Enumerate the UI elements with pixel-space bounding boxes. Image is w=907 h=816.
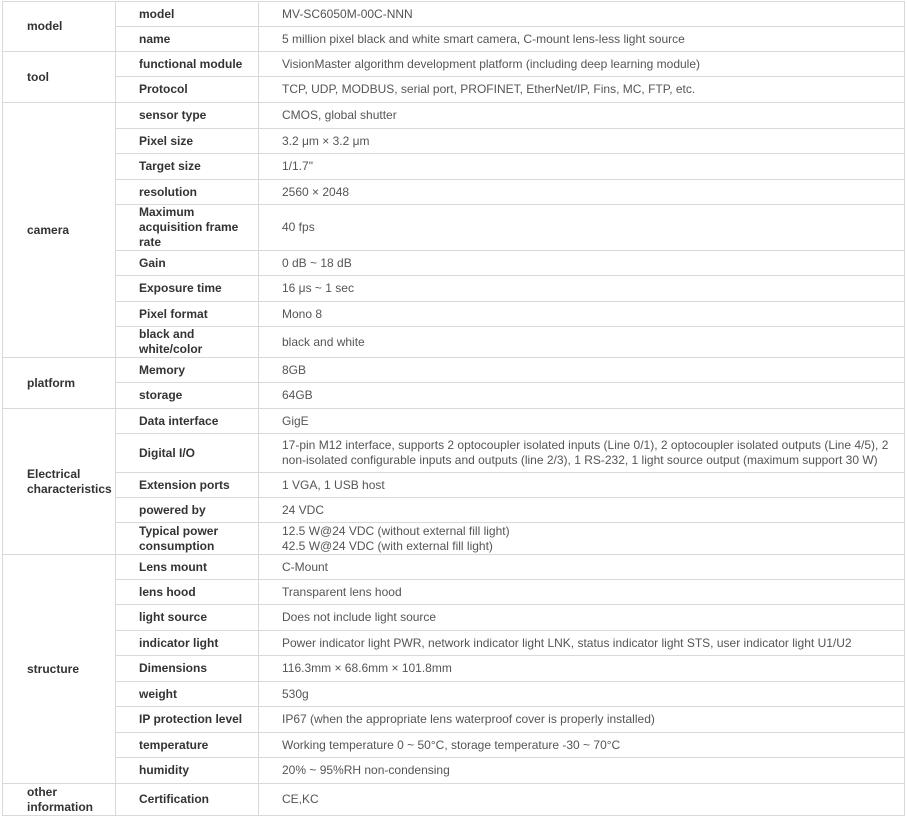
group-header-cell: platform	[3, 358, 116, 409]
spec-value-cell: 1/1.7"	[259, 154, 905, 180]
spec-label-cell: temperature	[116, 733, 259, 758]
table-row	[3, 605, 905, 631]
spec-label-cell: Protocol	[116, 77, 259, 103]
spec-value-cell: VisionMaster algorithm development platform (including deep learning module)	[259, 52, 905, 77]
spec-value-cell: 5 million pixel black and white smart camera, C-mount lens-less light source	[259, 27, 905, 52]
group-header-cell: other information	[3, 784, 116, 816]
spec-value-cell: 8GB	[259, 358, 905, 383]
spec-label-cell: Pixel size	[116, 129, 259, 154]
spec-value-cell: 12.5 W@24 VDC (without external fill light) 42.5 W@24 VDC (with external fill light)	[259, 523, 905, 555]
spec-label-cell: powered by	[116, 498, 259, 523]
table-row	[3, 154, 905, 180]
spec-value-cell: C-Mount	[259, 555, 905, 580]
group-header-cell: Electrical characteristics	[3, 409, 116, 555]
table-row	[3, 129, 905, 154]
spec-label-cell: Digital I/O	[116, 434, 259, 473]
table-row	[3, 358, 905, 383]
table-row	[3, 434, 905, 473]
spec-label-cell: light source	[116, 605, 259, 631]
specification-table-body	[3, 2, 905, 816]
group-header-cell: camera	[3, 103, 116, 358]
spec-label-cell: black and white/color	[116, 327, 259, 358]
spec-label-cell: Data interface	[116, 409, 259, 434]
table-row	[3, 733, 905, 758]
spec-label-cell: Lens mount	[116, 555, 259, 580]
spec-label-cell: indicator light	[116, 631, 259, 656]
table-row	[3, 383, 905, 409]
spec-label-cell: IP protection level	[116, 707, 259, 733]
spec-label-cell: Dimensions	[116, 656, 259, 682]
spec-value-cell: CMOS, global shutter	[259, 103, 905, 129]
table-row	[3, 555, 905, 580]
spec-label-cell: model	[116, 2, 259, 27]
table-row	[3, 2, 905, 27]
spec-label-cell: Exposure time	[116, 276, 259, 302]
spec-value-cell: 16 μs ~ 1 sec	[259, 276, 905, 302]
spec-label-cell: name	[116, 27, 259, 52]
spec-value-cell: IP67 (when the appropriate lens waterproof cover is properly installed)	[259, 707, 905, 733]
table-row	[3, 327, 905, 358]
group-header-cell: tool	[3, 52, 116, 103]
table-row	[3, 473, 905, 498]
spec-label-cell: Gain	[116, 251, 259, 276]
table-row	[3, 251, 905, 276]
spec-label-cell: sensor type	[116, 103, 259, 129]
spec-label-cell: Typical power consumption	[116, 523, 259, 555]
spec-value-cell: TCP, UDP, MODBUS, serial port, PROFINET, EtherNet/IP, Fins, MC, FTP, etc.	[259, 77, 905, 103]
table-row	[3, 707, 905, 733]
spec-value-cell: 24 VDC	[259, 498, 905, 523]
spec-value-cell: Transparent lens hood	[259, 580, 905, 605]
spec-value-cell: 530g	[259, 682, 905, 707]
table-row	[3, 180, 905, 205]
table-row	[3, 276, 905, 302]
spec-label-cell: Target size	[116, 154, 259, 180]
table-row	[3, 682, 905, 707]
spec-value-cell: 40 fps	[259, 205, 905, 251]
table-row	[3, 784, 905, 816]
spec-label-cell: Pixel format	[116, 302, 259, 327]
spec-label-cell: weight	[116, 682, 259, 707]
table-row	[3, 409, 905, 434]
table-row	[3, 27, 905, 52]
spec-value-cell: GigE	[259, 409, 905, 434]
spec-label-cell: Maximum acquisition frame rate	[116, 205, 259, 251]
spec-label-cell: humidity	[116, 758, 259, 784]
table-row	[3, 205, 905, 251]
spec-value-cell: black and white	[259, 327, 905, 358]
table-row	[3, 631, 905, 656]
table-row	[3, 498, 905, 523]
spec-value-cell: 0 dB ~ 18 dB	[259, 251, 905, 276]
spec-value-cell: 17-pin M12 interface, supports 2 optocoupler isolated inputs (Line 0/1), 2 optocoupler isolated outputs (Line 4/5), 2 non-isolated configurable inputs and outputs (line 2/3), 1 RS-232, 1 light source output (maximum support 30 W)	[259, 434, 905, 473]
table-row	[3, 103, 905, 129]
group-header-cell: structure	[3, 555, 116, 784]
spec-label-cell: Memory	[116, 358, 259, 383]
spec-value-cell: 2560 × 2048	[259, 180, 905, 205]
table-row	[3, 758, 905, 784]
spec-value-cell: 116.3mm × 68.6mm × 101.8mm	[259, 656, 905, 682]
spec-label-cell: functional module	[116, 52, 259, 77]
spec-value-cell: CE,KC	[259, 784, 905, 816]
spec-value-cell: Mono 8	[259, 302, 905, 327]
table-row	[3, 580, 905, 605]
spec-value-cell: MV-SC6050M-00C-NNN	[259, 2, 905, 27]
table-row	[3, 302, 905, 327]
spec-label-cell: lens hood	[116, 580, 259, 605]
spec-label-cell: resolution	[116, 180, 259, 205]
specification-table	[2, 1, 905, 816]
spec-value-cell: 1 VGA, 1 USB host	[259, 473, 905, 498]
spec-label-cell: Extension ports	[116, 473, 259, 498]
spec-value-cell: Power indicator light PWR, network indicator light LNK, status indicator light STS, user indicator light U1/U2	[259, 631, 905, 656]
spec-value-cell: 3.2 μm × 3.2 μm	[259, 129, 905, 154]
spec-label-cell: Certification	[116, 784, 259, 816]
spec-value-cell: Does not include light source	[259, 605, 905, 631]
spec-value-cell: 20% ~ 95%RH non-condensing	[259, 758, 905, 784]
table-row	[3, 77, 905, 103]
spec-value-cell: Working temperature 0 ~ 50°C, storage temperature -30 ~ 70°C	[259, 733, 905, 758]
spec-label-cell: storage	[116, 383, 259, 409]
spec-value-cell: 64GB	[259, 383, 905, 409]
table-row	[3, 656, 905, 682]
group-header-cell: model	[3, 2, 116, 52]
table-row	[3, 52, 905, 77]
table-row	[3, 523, 905, 555]
